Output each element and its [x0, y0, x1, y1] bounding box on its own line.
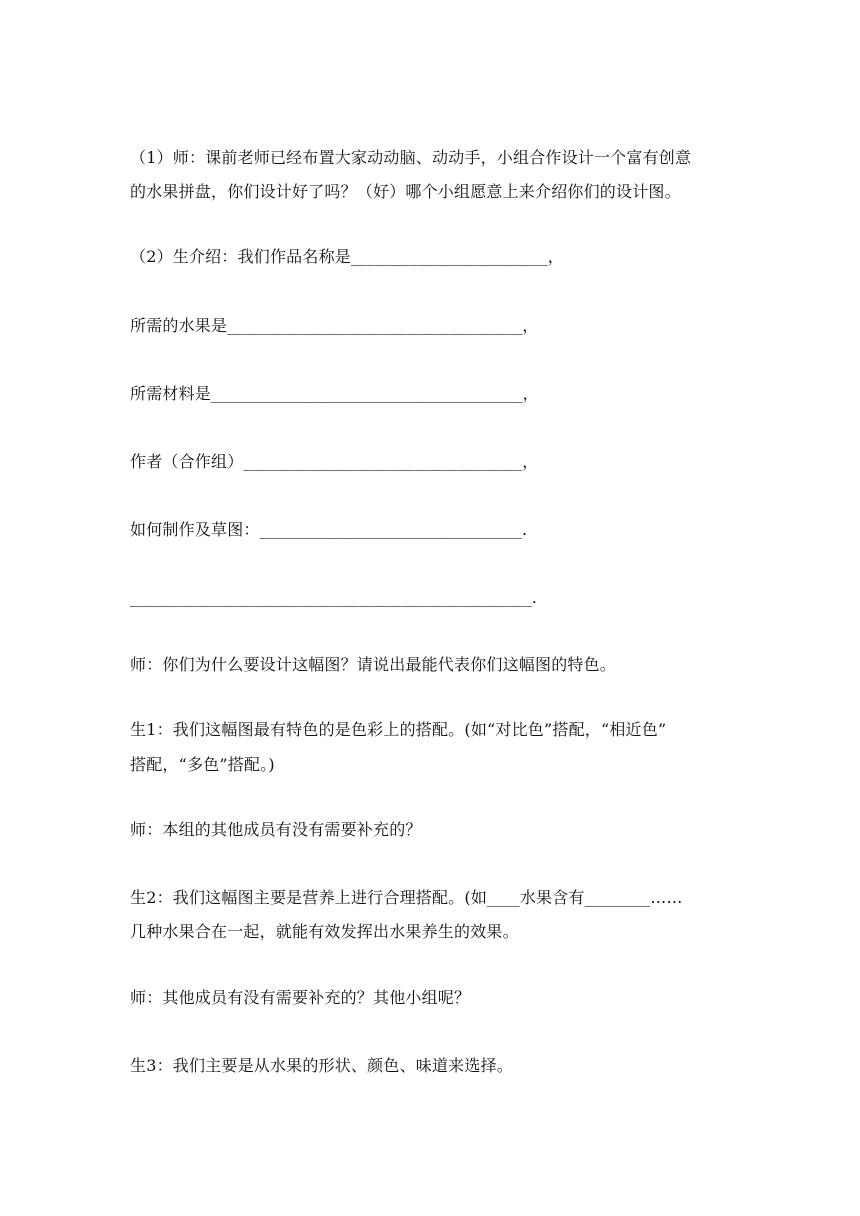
teacher-followup-1: 师：本组的其他成员有没有需要补充的？	[130, 820, 422, 839]
student-1-answer-line-2: 搭配，“多色”搭配。)	[130, 755, 275, 774]
paragraph-teacher-intro-line-2: 的水果拼盘，你们设计好了吗？（好）哪个小组愿意上来介绍你们的设计图。	[130, 182, 681, 201]
fill-in-materials-needed: 所需材料是______________________________________，	[130, 384, 539, 403]
fill-in-fruits-needed: 所需的水果是____________________________________，	[130, 316, 539, 335]
student-1-answer-line-1: 生1：我们这幅图最有特色的是色彩上的搭配。(如“对比色”搭配，“相近色”	[130, 720, 667, 739]
teacher-question-features: 师：你们为什么要设计这幅图？请说出最能代表你们这幅图的特色。	[130, 655, 617, 674]
student-3-answer: 生3：我们主要是从水果的形状、颜色、味道来选择。	[130, 1056, 513, 1075]
fill-in-authors-group: 作者（合作组）__________________________________，	[130, 452, 539, 471]
teacher-followup-2: 师：其他成员有没有需要补充的？其他小组呢？	[130, 988, 471, 1007]
student-2-answer-line-1: 生2：我们这幅图主要是营养上进行合理搭配。(如____水果含有________……	[130, 888, 683, 907]
fill-in-method-and-sketch: 如何制作及草图：________________________________.	[130, 520, 528, 539]
student-intro-work-name: （2）生介绍：我们作品名称是________________________，	[130, 247, 564, 266]
student-2-answer-line-2: 几种水果合在一起，就能有效发挥出水果养生的效果。	[130, 922, 519, 941]
paragraph-teacher-intro-line-1: （1）师：课前老师已经布置大家动动脑、动动手，小组合作设计一个富有创意	[130, 148, 692, 167]
fill-in-blank-line: _________________________________________________.	[130, 588, 538, 607]
